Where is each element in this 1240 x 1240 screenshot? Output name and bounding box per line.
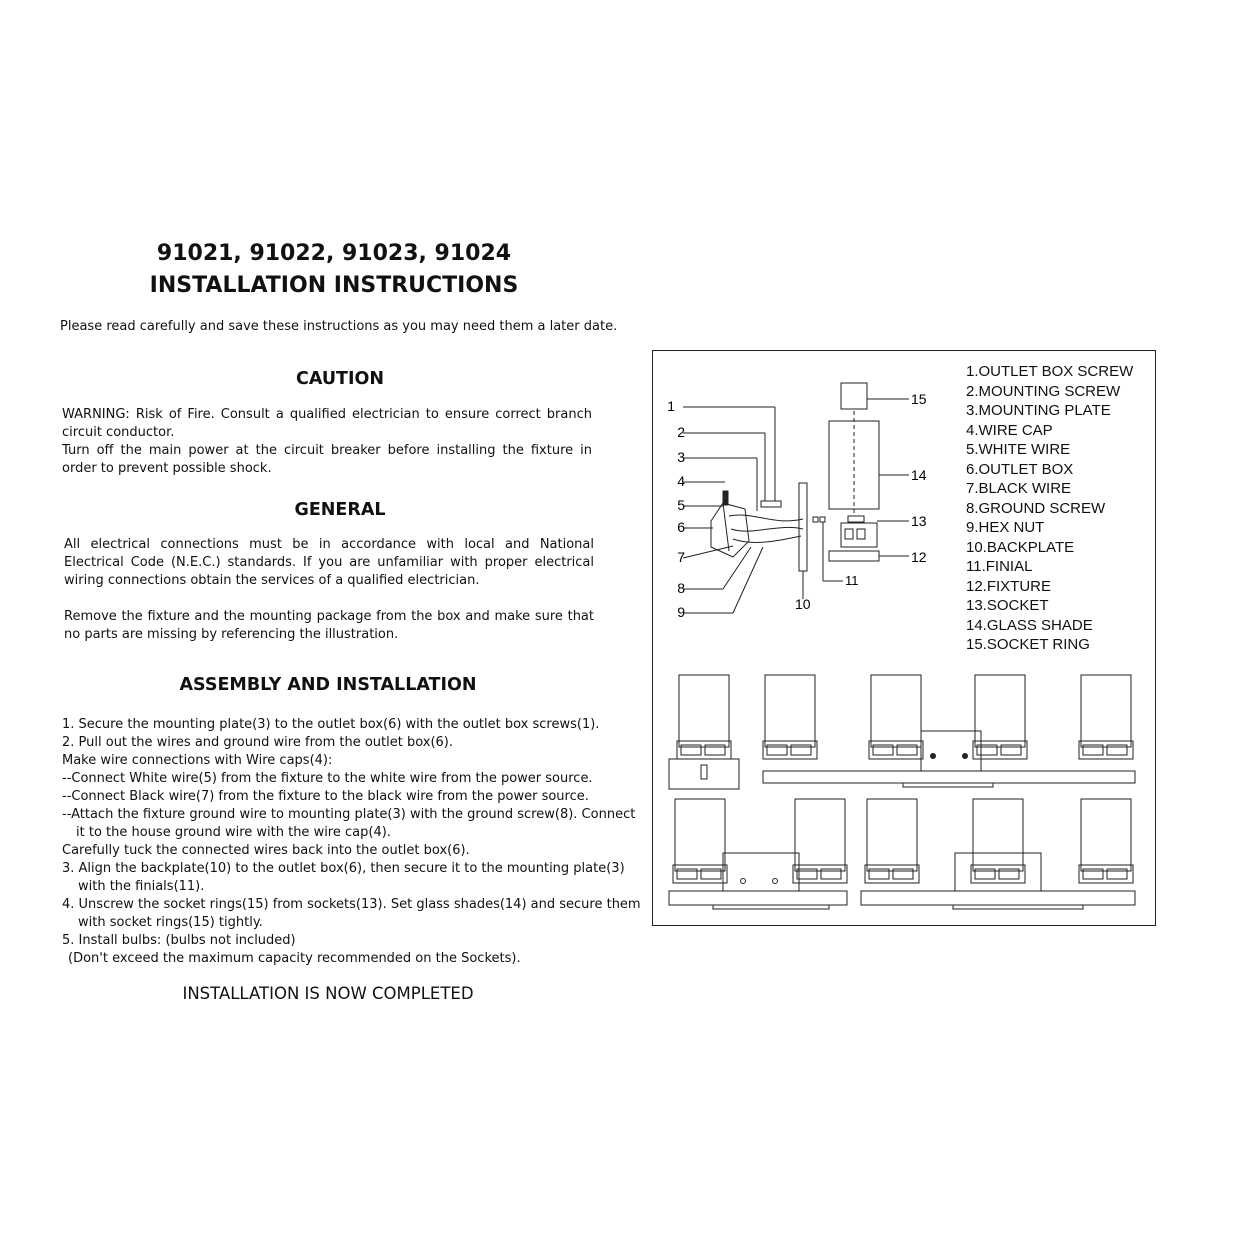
step-line: it to the house ground wire with the wire cap(4). [76,825,391,840]
step-line: --Connect White wire(5) from the fixture to the white wire from the power source. [62,771,593,786]
callout-4: 4 [677,473,685,489]
callout-13: 13 [911,513,927,529]
step-line: (Don't exceed the maximum capacity recommended on the Sockets). [68,951,521,966]
general-heading: GENERAL [294,500,386,520]
callout-14: 14 [911,467,927,483]
part-item: 9.HEX NUT [966,519,1045,536]
step-line: Carefully tuck the connected wires back into the outlet box(6). [62,843,470,858]
step-line: 1. Secure the mounting plate(3) to the outlet box(6) with the outlet box screws(1). [62,717,600,732]
step-line: 2. Pull out the wires and ground wire from the outlet box(6). [62,735,454,750]
parts-list [966,362,1133,655]
page-title: INSTALLATION INSTRUCTIONS [149,273,519,298]
part-item: 14.GLASS SHADE [966,616,1093,634]
assembly-steps [62,716,641,968]
step-line: with the finials(11). [78,879,205,894]
step-line: 3. Align the backplate(10) to the outlet box(6), then secure it to the mounting plate(3) [62,861,625,876]
callout-1: 1 [667,398,675,414]
general-para-2: Remove the fixture and the mounting package from the box and make sure that no parts are missing by referencing the illustration. [64,609,594,642]
part-item: 7.BLACK WIRE [966,480,1072,497]
callout-3: 3 [677,449,685,465]
part-item: 15.SOCKET RING [966,636,1090,653]
step-line: 5. Install bulbs: (bulbs not included) [62,933,296,948]
part-item: 11.FINIAL [966,558,1033,575]
part-item: 2.MOUNTING SCREW [966,382,1121,400]
assembly-heading: ASSEMBLY AND INSTALLATION [179,675,477,695]
callout-5: 5 [677,497,685,513]
intro-text: Please read carefully and save these instructions as you may need them a later date. [60,319,618,334]
step-line: 4. Unscrew the socket rings(15) from sockets(13). Set glass shades(14) and secure them [62,897,641,912]
caution-heading: CAUTION [295,369,385,389]
step-line: Make wire connections with Wire caps(4): [62,753,333,768]
completion-text: INSTALLATION IS NOW COMPLETED [182,984,474,1003]
general-para-1: All electrical connections must be in accordance with local and National Electrical Code (N.E.C.) standards. If you are unfamiliar with proper electrical wiring connections obtain the services of a qualified electrician. [64,537,594,588]
part-item: 5.WHITE WIRE [966,441,1071,458]
callout-7: 7 [677,549,685,565]
caution-warning: WARNING: Risk of Fire. Consult a qualified electrician to ensure correct branch circuit conductor. [62,407,592,440]
step-line: with socket rings(15) tightly. [78,915,263,930]
callout-8: 8 [677,580,685,596]
part-item: 12.FIXTURE [966,577,1052,595]
callout-12: 12 [911,549,927,565]
model-numbers: 91021, 91022, 91023, 91024 [156,241,512,266]
part-item: 1.OUTLET BOX SCREW [966,363,1134,380]
part-item: 3.MOUNTING PLATE [966,402,1111,419]
step-line: --Connect Black wire(7) from the fixture to the black wire from the power source. [62,789,589,804]
callout-6: 6 [677,519,685,535]
callout-2: 2 [677,424,685,440]
callout-10: 10 [795,596,811,612]
part-item: 4.WIRE CAP [966,421,1053,439]
callout-9: 9 [677,604,685,620]
callout-11: 11 [845,573,859,588]
caution-power: Turn off the main power at the circuit breaker before installing the fixture in order to prevent possible shock. [62,443,592,476]
part-item: 6.OUTLET BOX [966,460,1074,478]
part-item: 13.SOCKET [966,597,1049,614]
part-item: 10.BACKPLATE [966,538,1075,556]
part-item: 8.GROUND SCREW [966,499,1106,517]
callout-15: 15 [911,391,927,407]
step-line: --Attach the fixture ground wire to mounting plate(3) with the ground screw(8). Connect [62,807,636,822]
